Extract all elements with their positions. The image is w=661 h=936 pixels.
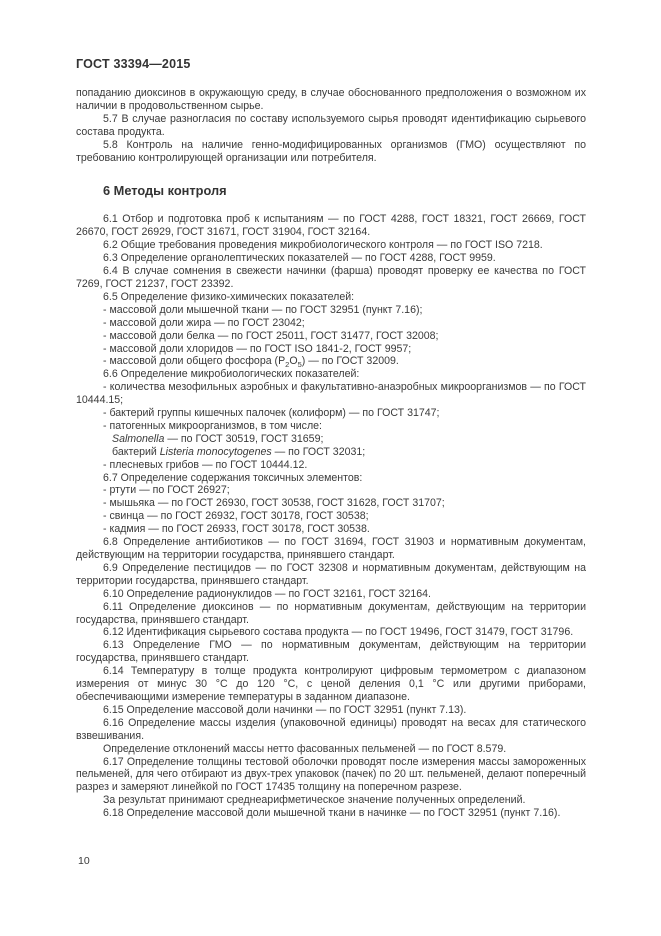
text-run: 6.6 Определение микробиологических показателей: [103,368,360,381]
text-run: 5.8 Контроль на наличие генно-модифицированных организмов (ГМО) осуществляют по требованию контролирующей организации или потребителя. [76,138,586,164]
species-name: Salmonella [112,432,165,445]
text-run: ) — по ГОСТ 32009. [301,355,399,368]
text-run: 6.10 Определение радионуклидов — по ГОСТ 32161, ГОСТ 32164. [103,587,431,600]
paragraph [76,139,586,165]
paragraph [76,330,586,343]
text-run: Определение отклонений массы нетто фасованных пельменей — по ГОСТ 8.579. [103,742,507,755]
paragraph [76,665,586,704]
text-run: - кадмия — по ГОСТ 26933, ГОСТ 30178, ГОСТ 30538. [103,523,370,536]
paragraph [76,87,586,113]
paragraph [76,291,586,304]
document-header-gost-number: ГОСТ 33394—2015 [76,57,191,71]
text-run: 6.1 Отбор и подготовка проб к испытаниям — по ГОСТ 4288, ГОСТ 18321, ГОСТ 26669, ГОСТ 26670, ГОСТ 26929, ГОСТ 31671, ГОСТ 31904, ГОСТ 32164. [76,213,586,239]
text-run: - массовой доли хлоридов — по ГОСТ ISO 1841-2, ГОСТ 9957; [103,342,412,355]
paragraph [76,704,586,717]
text-run: 6.17 Определение толщины тестовой оболочки проводят после измерения массы замороженных пельменей, для чего отбирают из двух-трех упаковок (пачек) по 20 шт. пельменей, делают поперечный разрез и замеряют линейкой по ГОСТ 17435 толщину на поперечном разрезе. [76,755,586,794]
text-run: За результат принимают среднеарифметическое значение полученных определений. [103,794,526,807]
text-run: 6.12 Идентификация сырьевого состава продукта — по ГОСТ 19496, ГОСТ 31479, ГОСТ 31796. [103,626,574,639]
text-run: 6.3 Определение органолептических показателей — по ГОСТ 4288, ГОСТ 9959. [103,252,496,265]
text-run: 5.7 В случае разногласия по составу используемого сырья проводят идентификацию сырьевого состава продукта. [76,112,586,138]
text-run: бактерий [112,445,160,458]
text-run: 6.8 Определение антибиотиков — по ГОСТ 31694, ГОСТ 31903 и нормативным документам, действующим на территории государства, принявшего стандарт. [76,536,586,561]
paragraph [76,381,586,407]
paragraph [76,304,586,317]
paragraph [76,794,586,807]
text-run: - массовой доли белка — по ГОСТ 25011, ГОСТ 31477, ГОСТ 32008; [103,329,439,342]
paragraph [76,368,586,381]
paragraph [76,407,586,420]
paragraph [76,536,586,562]
text-run: O [289,355,298,368]
subscript: 5 [297,360,302,370]
text-run: 6.16 Определение массы изделия (упаковочной единицы) проводят на весах для статического взвешивания. [76,716,586,742]
text-run: - массовой доли жира — по ГОСТ 23042; [103,316,305,329]
page-content [76,87,586,820]
paragraph [76,239,586,252]
paragraph [76,601,586,627]
text-run: 6.15 Определение массовой доли начинки — по ГОСТ 32951 (пункт 7.13). [103,703,467,716]
paragraph [76,213,586,239]
paragraph [76,588,586,601]
paragraph [76,433,586,446]
text-run: - свинца — по ГОСТ 26932, ГОСТ 30178, ГОСТ 30538; [103,510,369,523]
text-run: - массовой доли общего фосфора (P [103,355,286,368]
species-name: Listeria monocytogenes [159,445,272,458]
paragraph [76,446,586,459]
text-run: - бактерий группы кишечных палочек (колиформ) — по ГОСТ 31747; [103,407,440,420]
text-run: - количества мезофильных аэробных и факультативно-анаэробных микроорганизмов — по ГОСТ 10444.15; [76,381,586,407]
text-run: попаданию диоксинов в окружающую среду, в случае обоснованного предположения о возможном их наличии в продовольственном сырье. [76,87,586,112]
text-run: - патогенных микроорганизмов, в том числе: [103,419,322,432]
paragraph [76,626,586,639]
section-paragraphs [76,213,586,820]
paragraph [76,562,586,588]
paragraph [76,743,586,756]
intro-paragraphs [76,87,586,164]
paragraph [76,510,586,523]
text-run: 6.9 Определение пестицидов — по ГОСТ 32308 и нормативным документам, действующим на территории государства, принявшего стандарт. [76,561,586,587]
text-run: 6.11 Определение диоксинов — по нормативным документам, действующим на территории государства, принявшего стандарт. [76,600,586,626]
page-number: 10 [78,855,90,867]
paragraph [76,420,586,433]
paragraph [76,717,586,743]
text-run: 6.18 Определение массовой доли мышечной ткани в начинке — по ГОСТ 32951 (пункт 7.16). [103,807,561,820]
text-run: 6.5 Определение физико-химических показателей: [103,290,355,303]
text-run: - мышьяка — по ГОСТ 26930, ГОСТ 30538, ГОСТ 31628, ГОСТ 31707; [103,497,445,510]
paragraph [76,472,586,485]
section-heading: 6 Методы контроля [103,183,227,199]
paragraph [76,523,586,536]
paragraph [76,807,586,820]
text-run: 6.14 Температуру в толще продукта контролируют цифровым термометром с диапазоном измерения от минус 30 °С до 120 °С, с ценой деления 0,1 °С или другими приборами, обеспечивающими измерение температуры в заданном диапазоне. [76,665,586,703]
paragraph [76,459,586,472]
text-run: - плесневых грибов — по ГОСТ 10444.12. [103,458,308,471]
text-run: 6.7 Определение содержания токсичных элементов: [103,471,363,484]
paragraph [76,113,586,139]
text-run: 6.13 Определение ГМО — по нормативным документам, действующим на территории государства, принявшего стандарт. [76,639,586,665]
paragraph [76,756,586,795]
paragraph [76,639,586,665]
text-run: 6.4 В случае сомнения в свежести начинки (фарша) проводят проверку ее качества по ГОСТ 7269, ГОСТ 21237, ГОСТ 23392. [76,265,586,290]
text-run: 6.2 Общие требования проведения микробиологического контроля — по ГОСТ ISO 7218. [103,239,543,252]
text-run: - массовой доли мышечной ткани — по ГОСТ 32951 (пункт 7.16); [103,303,423,316]
paragraph [76,497,586,510]
paragraph [76,343,586,356]
paragraph [76,484,586,497]
paragraph [76,252,586,265]
text-run: — по ГОСТ 32031; [271,445,366,458]
subscript: 2 [285,360,290,370]
paragraph [76,355,586,368]
paragraph [76,317,586,330]
text-run: - ртути — по ГОСТ 26927; [103,484,230,497]
text-run: — по ГОСТ 30519, ГОСТ 31659; [164,432,324,445]
paragraph [76,265,586,291]
